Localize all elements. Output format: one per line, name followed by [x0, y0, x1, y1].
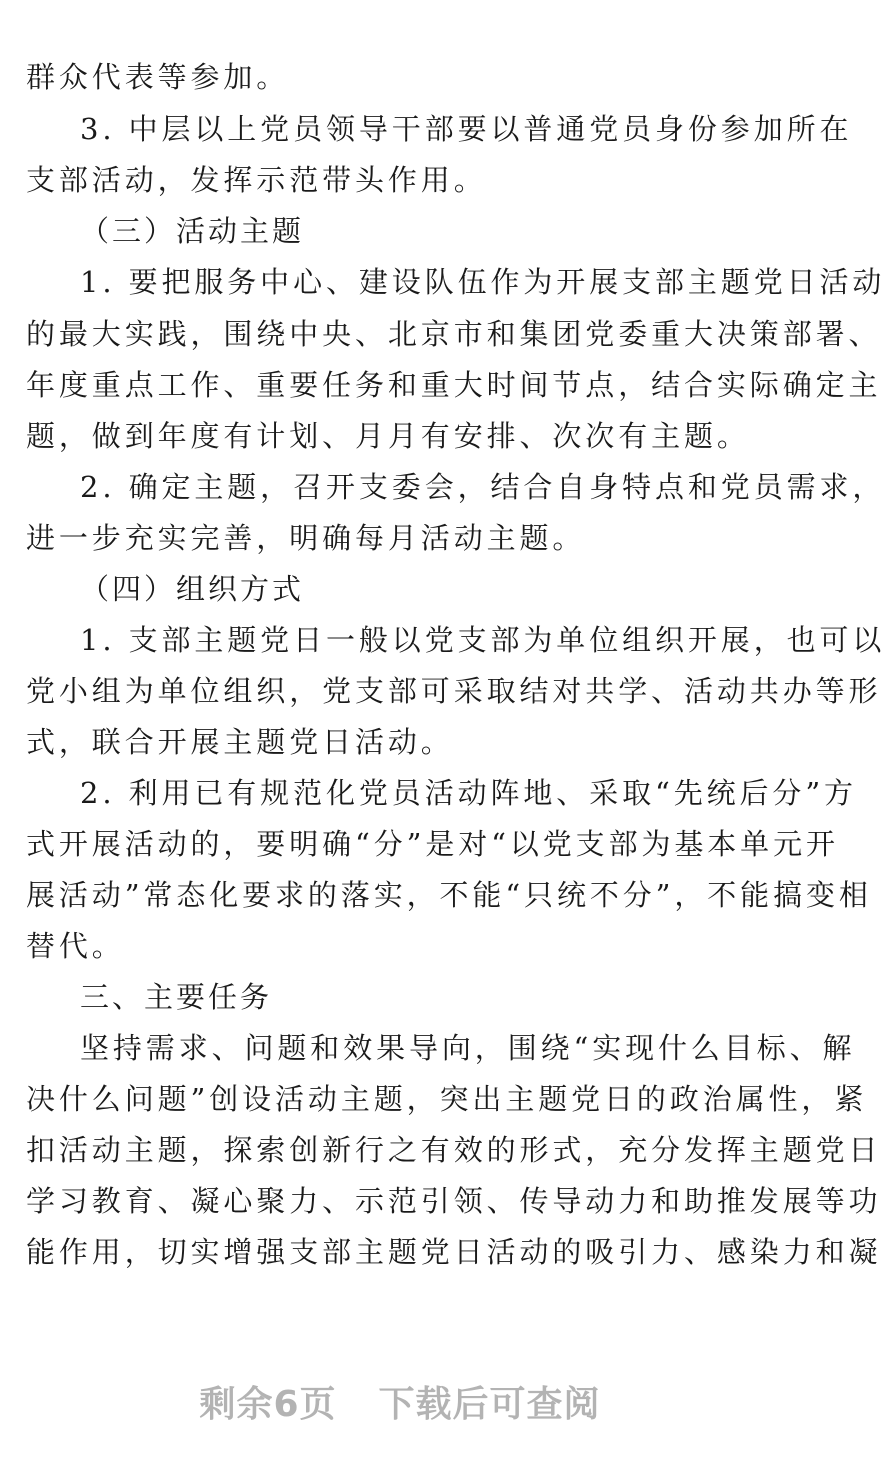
text-line-6: 的最大实践，围绕中央、北京市和集团党委重大决策部署、 [26, 317, 882, 351]
text-line-21: 决什么问题”创设活动主题，突出主题党日的政治属性，紧 [26, 1082, 868, 1116]
text-line-7: 年度重点工作、重要任务和重大时间节点，结合实际确定主 [26, 368, 882, 402]
text-line-18: 替代。 [26, 929, 125, 963]
text-line-15: 2. 利用已有规范化党员活动阵地、采取“先统后分”方 [80, 776, 857, 810]
text-line-17: 展活动”常态化要求的落实，不能“只统不分”，不能搞变相 [26, 878, 872, 912]
text-line-13: 党小组为单位组织，党支部可采取结对共学、活动共办等形 [26, 674, 882, 708]
download-hint-text: 下载后可查阅 [378, 1384, 601, 1425]
text-line-16: 式开展活动的，要明确“分”是对“以党支部为基本单元开 [26, 827, 839, 861]
top-partial-text [26, 0, 698, 8]
section-heading-organization: （四）组织方式 [80, 572, 305, 606]
text-line-24: 能作用，切实增强支部主题党日活动的吸引力、感染力和凝 [26, 1235, 882, 1269]
text-line-22: 扣活动主题，探索创新行之有效的形式，充分发挥主题党日 [26, 1133, 882, 1167]
text-line-2: 3. 中层以上党员领导干部要以普通党员身份参加所在 [80, 112, 853, 146]
text-line-10: 进一步充实完善，明确每月活动主题。 [26, 521, 586, 555]
section-heading-activity-theme: （三）活动主题 [80, 214, 305, 248]
text-line-5: 1. 要把服务中心、建设队伍作为开展支部主题党日活动 [80, 265, 885, 299]
text-line-9: 2. 确定主题，召开支委会，结合自身特点和党员需求， [80, 470, 885, 504]
text-line-8: 题，做到年度有计划、月月有安排、次次有主题。 [26, 419, 750, 453]
text-line-20: 坚持需求、问题和效果导向，围绕“实现什么目标、解 [80, 1031, 856, 1065]
clipped-top-line [26, 0, 776, 8]
download-prompt[interactable] [0, 1376, 800, 1427]
text-line-3: 支部活动，发挥示范带头作用。 [26, 163, 487, 197]
text-line-1: 群众代表等参加。 [26, 60, 290, 94]
text-line-14: 式，联合开展主题党日活动。 [26, 725, 454, 759]
text-line-23: 学习教育、凝心聚力、示范引领、传导动力和助推发展等功 [26, 1184, 882, 1218]
text-line-12: 1. 支部主题党日一般以党支部为单位组织开展，也可以 [80, 623, 885, 657]
remaining-pages-text: 剩余6页 [199, 1384, 337, 1425]
section-heading-main-tasks: 三、主要任务 [80, 980, 273, 1014]
